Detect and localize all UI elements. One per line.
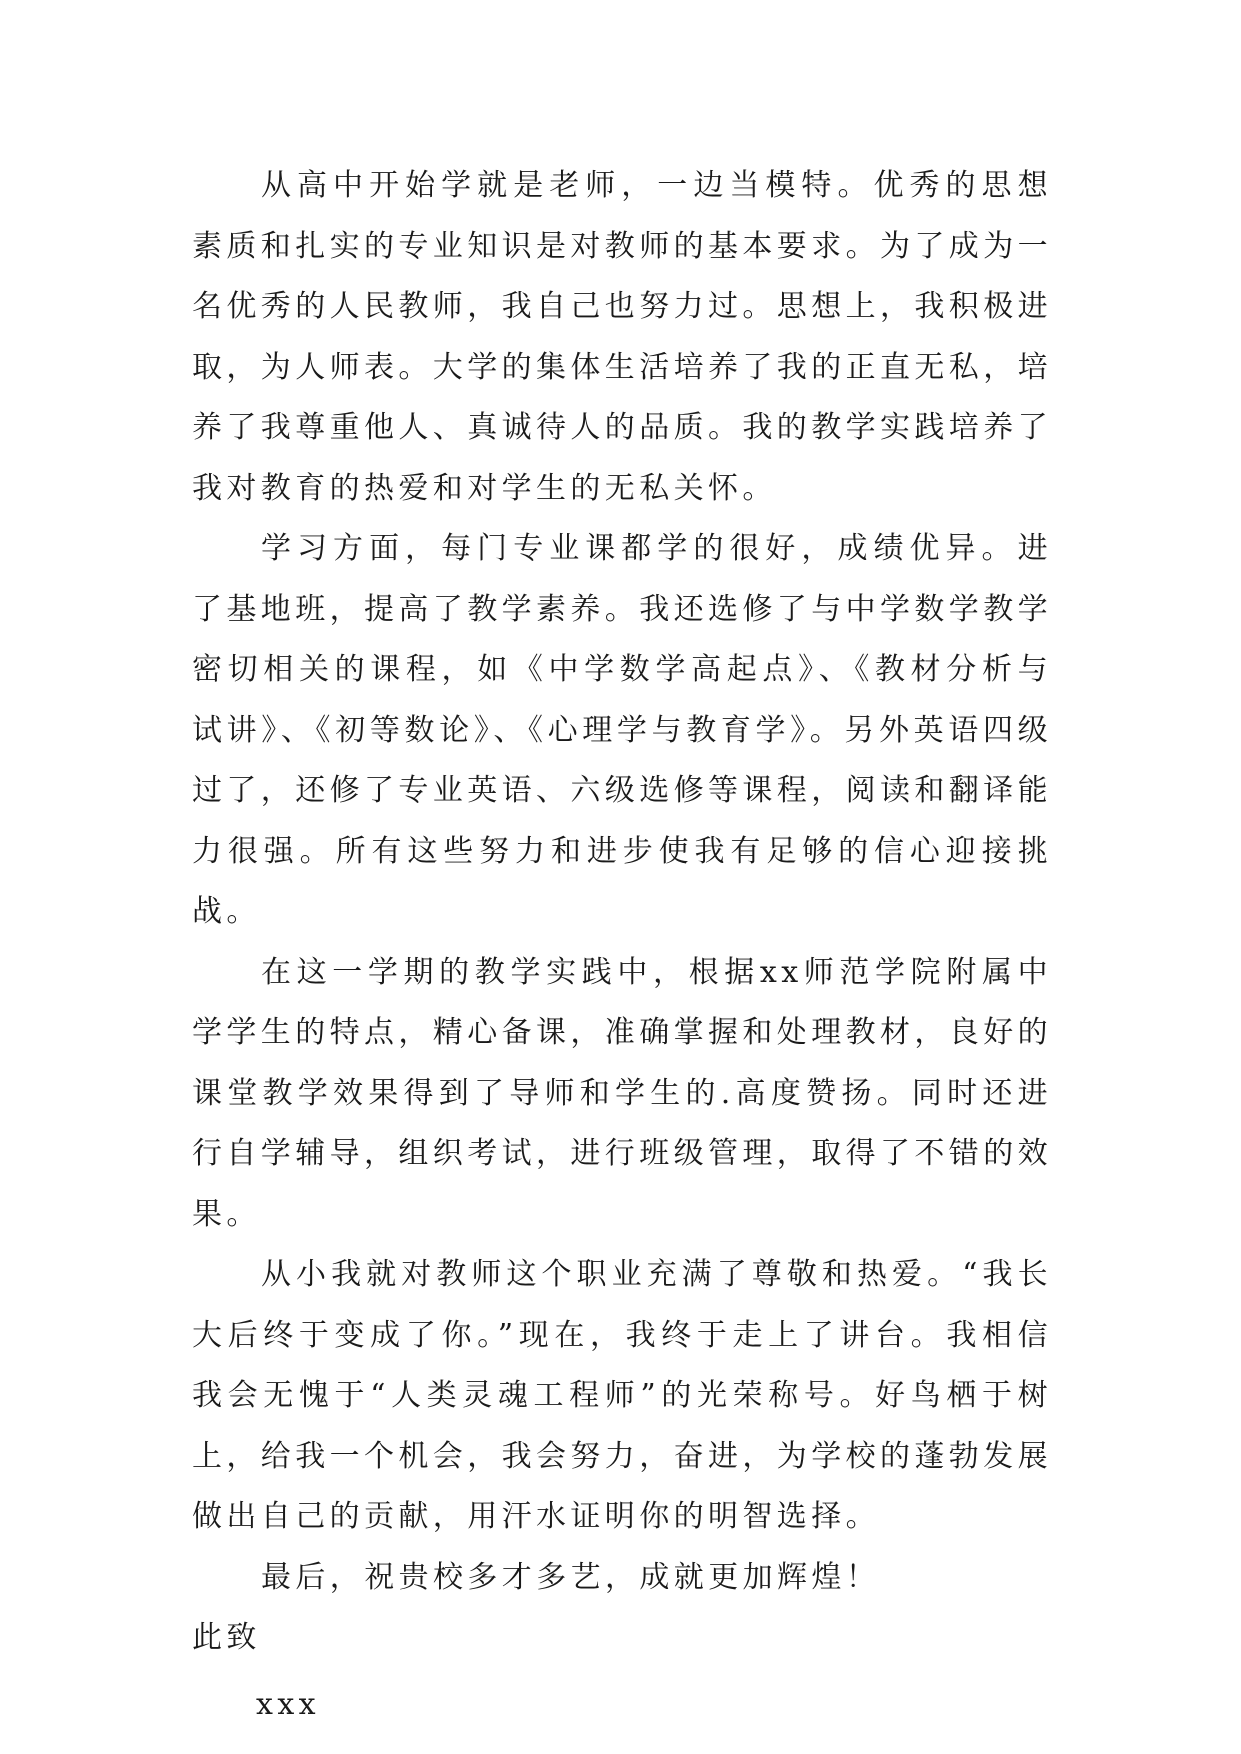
letter-body	[192, 156, 1052, 1735]
paragraph-3: 在这一学期的教学实践中，根据xx师范学院附属中学学生的特点，精心备课，准确掌握和处理教材，良好的课堂教学效果得到了导师和学生的.高度赞扬。同时还进行自学辅导，组织考试，进行班级管理，取得了不错的效果。	[192, 954, 1052, 1232]
paragraph-5: 最后，祝贵校多才多艺，成就更加辉煌！	[261, 1559, 881, 1595]
paragraph-4: 从小我就对教师这个职业充满了尊敬和热爱。“我长大后终于变成了你。”现在，我终于走上了讲台。我相信我会无愧于“人类灵魂工程师”的光荣称号。好鸟栖于树上，给我一个机会，我会努力，奋进，为学校的蓬勃发展做出自己的贡献，用汗水证明你的明智选择。	[192, 1257, 1052, 1534]
paragraph-1: 从高中开始学就是老师，一边当模特。优秀的思想素质和扎实的专业知识是对教师的基本要求。为了成为一名优秀的人民教师，我自己也努力过。思想上，我积极进取，为人师表。大学的集体生活培养了我的正直无私，培养了我尊重他人、真诚待人的品质。我的教学实践培养了我对教育的热爱和对学生的无私关怀。	[192, 168, 1052, 506]
signature: xxx	[256, 1686, 320, 1722]
paragraph-2: 学习方面，每门专业课都学的很好，成绩优异。进了基地班，提高了教学素养。我还选修了与中学数学教学密切相关的课程，如《中学数学高起点》、《教材分析与试讲》、《初等数论》、《心理学与教育学》。另外英语四级过了，还修了专业英语、六级选修等课程，阅读和翻译能力很强。所有这些努力和进步使我有足够的信心迎接挑战。	[192, 531, 1052, 929]
closing-salutation: 此致	[192, 1620, 261, 1655]
